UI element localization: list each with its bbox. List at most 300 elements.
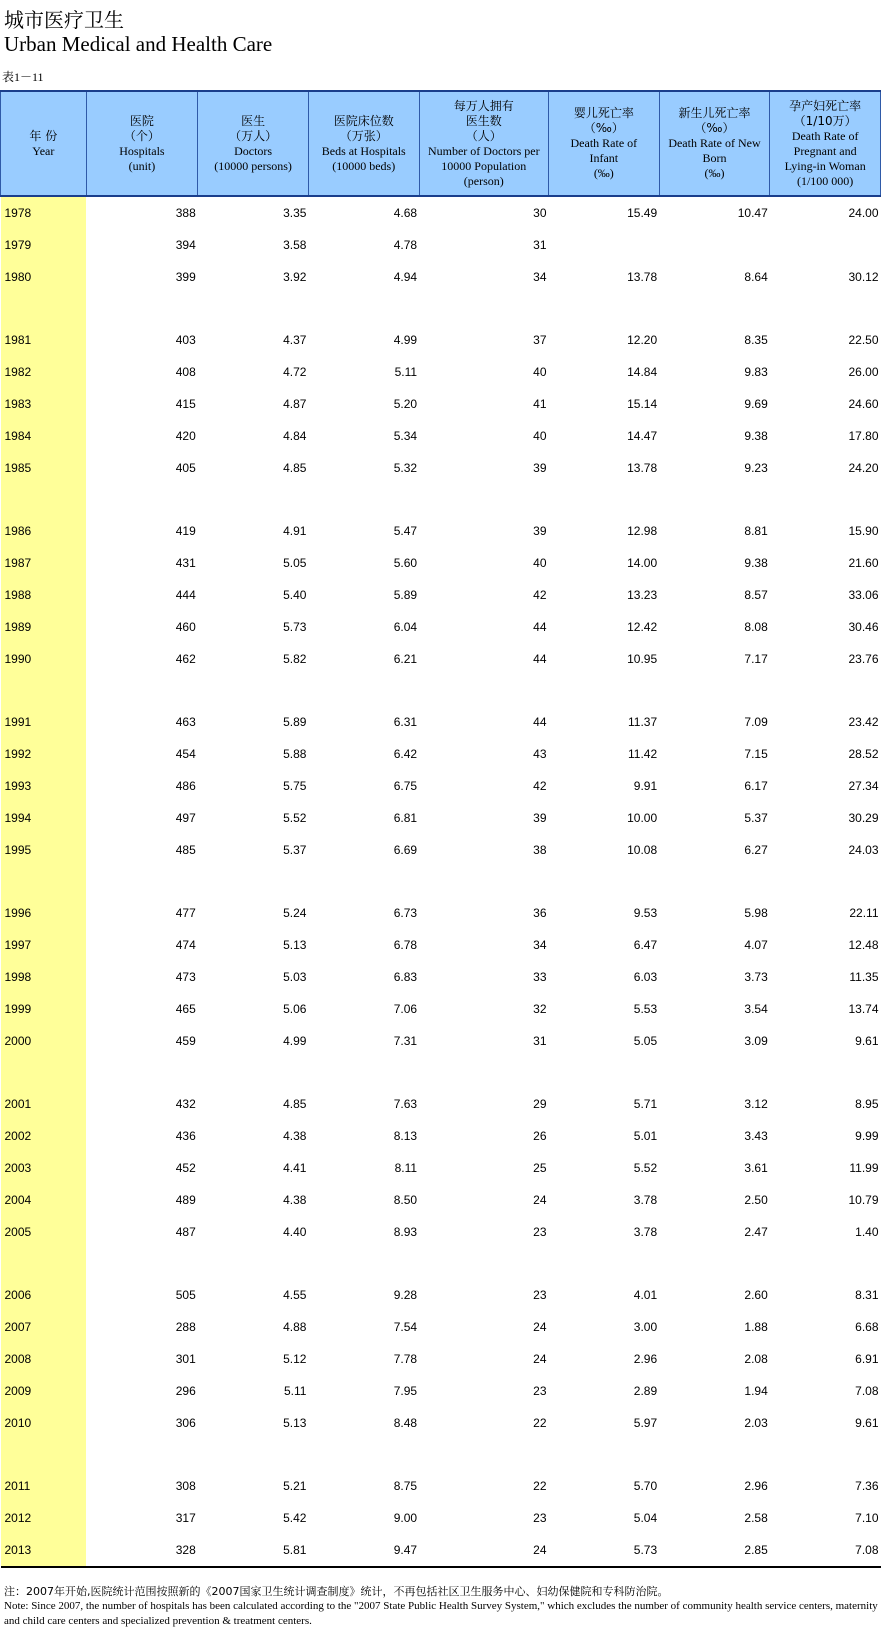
- table-row: [1, 802, 881, 834]
- value-cell-infant-death-rate: 12.20: [627, 333, 658, 347]
- header-en-text: Beds at Hospitals: [321, 143, 406, 158]
- spacer-row: [1, 484, 881, 515]
- value-cell-newborn-death-rate: 2.08: [744, 1352, 768, 1366]
- value-cell-doctors-per-10000: 25: [533, 1161, 547, 1175]
- spacer-cell: [419, 293, 548, 324]
- spacer-cell: [198, 484, 309, 515]
- value-cell-maternal-death-rate: 8.95: [855, 1097, 879, 1111]
- year-cell: 1999: [1, 993, 87, 1025]
- table-row: [1, 1534, 881, 1567]
- value-cell-doctors-per-10000: 29: [533, 1097, 547, 1111]
- value-cell-doctors: 3.35: [283, 206, 307, 220]
- value-cell-doctors-per-10000: 37: [533, 333, 547, 347]
- header-zh-text: 医院床位数: [333, 113, 394, 128]
- year-cell: 1978: [1, 196, 87, 229]
- value-cell-doctors-per-10000: 22: [533, 1479, 547, 1493]
- year-cell: 1987: [1, 547, 87, 579]
- year-cell: 2008: [1, 1343, 87, 1375]
- value-cell-newborn-death-rate: 2.03: [744, 1416, 768, 1430]
- table-row: [1, 388, 881, 420]
- value-cell-doctors: 5.88: [283, 747, 307, 761]
- value-cell-newborn-death-rate: 1.94: [744, 1384, 768, 1398]
- value-cell-doctors-per-10000: 42: [533, 588, 547, 602]
- value-cell-doctors-per-10000: 22: [533, 1416, 547, 1430]
- spacer-cell: [86, 293, 198, 324]
- value-cell-hospitals: 288: [175, 1320, 196, 1334]
- value-cell-hospitals: 460: [175, 620, 196, 634]
- value-cell-hospitals: 328: [86, 1534, 198, 1567]
- value-cell-beds: 6.21: [393, 652, 418, 666]
- value-cell-doctors-per-10000: 24: [419, 1534, 548, 1567]
- value-cell-maternal-death-rate: 21.60: [848, 556, 879, 570]
- table-row: [1, 834, 881, 866]
- value-cell-beds: 7.54: [393, 1320, 418, 1334]
- value-cell-beds: 8.75: [393, 1479, 418, 1493]
- value-cell-beds: 7.06: [393, 1002, 418, 1016]
- value-cell-hospitals: 477: [175, 906, 196, 920]
- value-cell-maternal-death-rate: 9.61: [855, 1034, 879, 1048]
- value-cell-newborn-death-rate: 2.96: [744, 1479, 768, 1493]
- spacer-cell: [86, 866, 198, 897]
- value-cell-newborn-death-rate: 8.57: [744, 588, 768, 602]
- value-cell-doctors-per-10000: 40: [533, 556, 547, 570]
- value-cell-hospitals: 486: [175, 779, 196, 793]
- value-cell-doctors: 5.05: [283, 556, 307, 570]
- value-cell-newborn-death-rate: 6.27: [744, 843, 768, 857]
- header-en-text: (unit): [128, 158, 156, 173]
- spacer-cell: [549, 866, 660, 897]
- year-cell: 1992: [1, 738, 87, 770]
- value-cell-doctors: 5.24: [283, 906, 307, 920]
- header-zh-text: （个）: [123, 128, 160, 143]
- table-row: [1, 611, 881, 643]
- table-row: [1, 324, 881, 356]
- value-cell-maternal-death-rate: 6.68: [855, 1320, 879, 1334]
- spacer-cell: [308, 1439, 419, 1470]
- header-hospitals: [86, 91, 198, 196]
- spacer-cell: [659, 293, 770, 324]
- value-cell-newborn-death-rate: 2.47: [744, 1225, 768, 1239]
- value-cell-newborn-death-rate: [659, 229, 770, 261]
- spacer-cell: [419, 484, 548, 515]
- year-cell: 1983: [1, 388, 87, 420]
- spacer-cell: [198, 1439, 309, 1470]
- value-cell-doctors: 4.41: [283, 1161, 307, 1175]
- value-cell-infant-death-rate: 5.01: [633, 1129, 658, 1143]
- value-cell-infant-death-rate: 14.00: [627, 556, 658, 570]
- spacer-cell: [1, 675, 87, 706]
- value-cell-maternal-death-rate: 30.12: [848, 270, 879, 284]
- spacer-cell: [86, 1057, 198, 1088]
- value-cell-hospitals: 452: [175, 1161, 196, 1175]
- value-cell-hospitals: 465: [175, 1002, 196, 1016]
- value-cell-maternal-death-rate: 23.76: [848, 652, 879, 666]
- value-cell-newborn-death-rate: 2.60: [744, 1288, 768, 1302]
- spacer-cell: [659, 1057, 770, 1088]
- value-cell-newborn-death-rate: 2.50: [744, 1193, 768, 1207]
- value-cell-maternal-death-rate: 11.35: [849, 970, 879, 984]
- table-row: [1, 420, 881, 452]
- value-cell-maternal-death-rate: 24.20: [848, 461, 879, 475]
- value-cell-beds: 5.89: [393, 588, 418, 602]
- value-cell-doctors-per-10000: 38: [533, 843, 547, 857]
- value-cell-beds: 5.20: [393, 397, 418, 411]
- value-cell-doctors-per-10000: 23: [533, 1384, 547, 1398]
- value-cell-hospitals: 485: [175, 843, 196, 857]
- value-cell-hospitals: 505: [175, 1288, 196, 1302]
- value-cell-beds: 8.48: [393, 1416, 418, 1430]
- value-cell-maternal-death-rate: 30.29: [848, 811, 879, 825]
- value-cell-doctors-per-10000: 36: [533, 906, 547, 920]
- footnote: [4, 1584, 879, 1629]
- value-cell-infant-death-rate: 5.52: [633, 1161, 658, 1175]
- value-cell-beds: 6.83: [393, 970, 418, 984]
- value-cell-beds: 5.11: [394, 365, 418, 379]
- value-cell-maternal-death-rate: 24.03: [848, 843, 879, 857]
- value-cell-doctors-per-10000: 30: [533, 206, 547, 220]
- value-cell-doctors-per-10000: 26: [533, 1129, 547, 1143]
- spacer-cell: [549, 1248, 660, 1279]
- year-cell: 1985: [1, 452, 87, 484]
- spacer-row: [1, 293, 881, 324]
- value-cell-hospitals: 399: [175, 270, 196, 284]
- value-cell-maternal-death-rate: 8.31: [855, 1288, 879, 1302]
- header-en-text: Born: [702, 151, 727, 165]
- value-cell-doctors: 4.91: [283, 524, 307, 538]
- value-cell-maternal-death-rate: 9.61: [855, 1416, 879, 1430]
- spacer-cell: [308, 1057, 419, 1088]
- value-cell-hospitals: 463: [175, 715, 196, 729]
- value-cell-infant-death-rate: 3.78: [633, 1225, 658, 1239]
- footnote-en: Note: Since 2007, the number of hospitals has been calculated according to the "2007 State Public Health Survey System," which excludes the number of community health service centers, maternity and child care centers and specialized prevention & treatment centers.: [4, 1600, 878, 1627]
- value-cell-newborn-death-rate: 9.23: [744, 461, 768, 475]
- value-cell-beds: 6.04: [393, 620, 418, 634]
- value-cell-hospitals: 394: [175, 238, 196, 252]
- value-cell-doctors: 4.40: [283, 1225, 307, 1239]
- value-cell-maternal-death-rate: 12.48: [848, 938, 879, 952]
- footnote-zh: 注：2007年开始,医院统计范围按照新的《2007国家卫生统计调查制度》统计，不再包括社区卫生服务中心、妇幼保健院和专科防治院。: [4, 1585, 669, 1598]
- value-cell-infant-death-rate: 5.05: [633, 1034, 658, 1048]
- value-cell-beds: 4.99: [393, 333, 418, 347]
- year-cell: 2000: [1, 1025, 87, 1057]
- value-cell-newborn-death-rate: 9.38: [744, 429, 768, 443]
- value-cell-doctors: 4.85: [283, 1097, 307, 1111]
- table-row: [1, 1343, 881, 1375]
- value-cell-maternal-death-rate: 7.08: [855, 1384, 879, 1398]
- value-cell-infant-death-rate: 5.73: [549, 1534, 660, 1567]
- spacer-cell: [770, 1439, 881, 1470]
- spacer-row: [1, 1248, 881, 1279]
- table-row: [1, 1311, 881, 1343]
- value-cell-doctors-per-10000: 39: [533, 524, 547, 538]
- value-cell-doctors: 4.72: [283, 365, 307, 379]
- value-cell-infant-death-rate: [549, 229, 660, 261]
- value-cell-maternal-death-rate: 7.36: [855, 1479, 879, 1493]
- value-cell-doctors: 4.38: [283, 1193, 307, 1207]
- year-cell: 1990: [1, 643, 87, 675]
- value-cell-hospitals: 419: [175, 524, 196, 538]
- table-row: [1, 547, 881, 579]
- value-cell-infant-death-rate: 2.96: [633, 1352, 658, 1366]
- value-cell-infant-death-rate: 11.37: [628, 715, 658, 729]
- value-cell-hospitals: 489: [175, 1193, 196, 1207]
- value-cell-infant-death-rate: 4.01: [633, 1288, 658, 1302]
- header-en-text: (10000 beds): [332, 158, 396, 173]
- year-cell: 1998: [1, 961, 87, 993]
- value-cell-doctors: 5.13: [283, 938, 307, 952]
- value-cell-infant-death-rate: 3.78: [633, 1193, 658, 1207]
- value-cell-beds: 4.78: [393, 238, 418, 252]
- table-row: [1, 1502, 881, 1534]
- year-cell: 2010: [1, 1407, 87, 1439]
- value-cell-doctors: 5.52: [283, 811, 307, 825]
- value-cell-beds: 8.50: [393, 1193, 418, 1207]
- header-zh-text: 医生数: [465, 113, 502, 128]
- value-cell-newborn-death-rate: 6.17: [744, 779, 768, 793]
- table-row: [1, 1279, 881, 1311]
- value-cell-doctors-per-10000: 39: [533, 461, 547, 475]
- value-cell-doctors-per-10000: 31: [533, 238, 547, 252]
- spacer-cell: [419, 1057, 548, 1088]
- header-zh-text: （‰）: [694, 121, 735, 135]
- spacer-cell: [1, 1439, 87, 1470]
- header-beds: [308, 91, 419, 196]
- value-cell-hospitals: 474: [175, 938, 196, 952]
- spacer-cell: [1, 866, 87, 897]
- header-zh-text: （人）: [465, 128, 502, 143]
- value-cell-maternal-death-rate: 15.90: [848, 524, 879, 538]
- value-cell-doctors: 5.75: [283, 779, 307, 793]
- spacer-cell: [419, 675, 548, 706]
- spacer-row: [1, 675, 881, 706]
- value-cell-hospitals: 415: [175, 397, 196, 411]
- header-en-text: Number of Doctors per: [427, 143, 540, 158]
- header-en-text: (person): [463, 173, 504, 188]
- value-cell-newborn-death-rate: 9.38: [744, 556, 768, 570]
- spacer-cell: [549, 484, 660, 515]
- spacer-cell: [86, 484, 198, 515]
- year-cell: 2006: [1, 1279, 87, 1311]
- value-cell-infant-death-rate: 10.95: [627, 652, 658, 666]
- header-en-text: Pregnant and: [793, 143, 857, 158]
- table-number: 表1－11: [2, 70, 44, 84]
- value-cell-maternal-death-rate: 23.42: [848, 715, 879, 729]
- value-cell-beds: 5.47: [393, 524, 418, 538]
- value-cell-beds: 9.00: [393, 1511, 418, 1525]
- value-cell-beds: 6.78: [393, 938, 418, 952]
- value-cell-hospitals: 462: [175, 652, 196, 666]
- spacer-cell: [770, 1057, 881, 1088]
- value-cell-doctors-per-10000: 40: [533, 365, 547, 379]
- table-row: [1, 1184, 881, 1216]
- value-cell-hospitals: 454: [175, 747, 196, 761]
- table-row: [1, 897, 881, 929]
- value-cell-maternal-death-rate: 22.50: [848, 333, 879, 347]
- value-cell-beds: 8.13: [393, 1129, 418, 1143]
- spacer-cell: [308, 1248, 419, 1279]
- header-zh-text: 医院: [129, 113, 154, 128]
- value-cell-doctors: 5.40: [283, 588, 307, 602]
- value-cell-newborn-death-rate: 8.35: [744, 333, 768, 347]
- spacer-cell: [549, 293, 660, 324]
- spacer-cell: [198, 675, 309, 706]
- value-cell-beds: 6.73: [393, 906, 418, 920]
- table-row: [1, 1407, 881, 1439]
- value-cell-hospitals: 420: [175, 429, 196, 443]
- spacer-cell: [308, 675, 419, 706]
- value-cell-hospitals: 473: [175, 970, 196, 984]
- value-cell-maternal-death-rate: 26.00: [848, 365, 879, 379]
- spacer-cell: [1, 484, 87, 515]
- header-en-text: (‰): [704, 166, 725, 180]
- spacer-cell: [198, 293, 309, 324]
- spacer-cell: [549, 675, 660, 706]
- header-doctors-per-10000: [419, 91, 548, 196]
- value-cell-infant-death-rate: 15.49: [627, 206, 658, 220]
- year-cell: 2013: [1, 1534, 87, 1567]
- table-row: [1, 993, 881, 1025]
- value-cell-doctors-per-10000: 34: [533, 270, 547, 284]
- value-cell-hospitals: 388: [175, 206, 196, 220]
- year-cell: 1982: [1, 356, 87, 388]
- value-cell-doctors: 5.06: [283, 1002, 307, 1016]
- value-cell-doctors: 5.11: [283, 1384, 307, 1398]
- spacer-cell: [659, 675, 770, 706]
- value-cell-doctors: 5.03: [283, 970, 307, 984]
- table-row: [1, 643, 881, 675]
- value-cell-beds: 7.63: [393, 1097, 418, 1111]
- value-cell-newborn-death-rate: 7.09: [744, 715, 768, 729]
- value-cell-newborn-death-rate: 1.88: [744, 1320, 768, 1334]
- header-zh-text: 新生儿死亡率: [678, 106, 751, 120]
- table-row: [1, 1152, 881, 1184]
- table-row: [1, 229, 881, 261]
- spacer-cell: [659, 866, 770, 897]
- value-cell-hospitals: 403: [175, 333, 196, 347]
- value-cell-hospitals: 487: [175, 1225, 196, 1239]
- value-cell-maternal-death-rate: 24.00: [848, 206, 879, 220]
- value-cell-doctors-per-10000: 42: [533, 779, 547, 793]
- header-en-text: Year: [32, 143, 55, 158]
- table-row: [1, 1470, 881, 1502]
- value-cell-maternal-death-rate: 33.06: [848, 588, 879, 602]
- header-maternal-death-rate: [770, 91, 881, 196]
- value-cell-newborn-death-rate: 10.47: [737, 206, 768, 220]
- value-cell-newborn-death-rate: 7.17: [744, 652, 768, 666]
- value-cell-maternal-death-rate: 7.08: [770, 1534, 881, 1567]
- value-cell-doctors-per-10000: 23: [533, 1225, 547, 1239]
- header-zh-text: 每万人拥有: [453, 98, 514, 113]
- value-cell-newborn-death-rate: 4.07: [744, 938, 768, 952]
- value-cell-doctors-per-10000: 44: [533, 652, 547, 666]
- year-cell: 1986: [1, 515, 87, 547]
- table-row: [1, 1025, 881, 1057]
- value-cell-doctors: 5.82: [283, 652, 307, 666]
- spacer-row: [1, 1439, 881, 1470]
- year-cell: 2004: [1, 1184, 87, 1216]
- value-cell-infant-death-rate: 9.91: [633, 779, 658, 793]
- value-cell-newborn-death-rate: 8.08: [744, 620, 768, 634]
- value-cell-infant-death-rate: 5.97: [633, 1416, 658, 1430]
- year-cell: 2003: [1, 1152, 87, 1184]
- table-row: [1, 196, 881, 229]
- value-cell-doctors: 4.85: [283, 461, 307, 475]
- value-cell-doctors-per-10000: 40: [533, 429, 547, 443]
- value-cell-doctors-per-10000: 34: [533, 938, 547, 952]
- table-row: [1, 515, 881, 547]
- header-zh-text: （万人）: [229, 128, 278, 143]
- value-cell-hospitals: 296: [175, 1384, 196, 1398]
- year-cell: 2012: [1, 1502, 87, 1534]
- value-cell-infant-death-rate: 2.89: [633, 1384, 658, 1398]
- value-cell-hospitals: 308: [175, 1479, 196, 1493]
- year-cell: 2007: [1, 1311, 87, 1343]
- spacer-cell: [198, 866, 309, 897]
- year-cell: 1997: [1, 929, 87, 961]
- year-cell: 1991: [1, 706, 87, 738]
- table-row: [1, 706, 881, 738]
- header-en-text: Death Rate of: [791, 128, 859, 143]
- header-en-text: Infant: [589, 151, 619, 165]
- value-cell-hospitals: 317: [175, 1511, 196, 1525]
- value-cell-infant-death-rate: 5.53: [633, 1002, 658, 1016]
- year-cell: 1979: [1, 229, 87, 261]
- value-cell-beds: 7.78: [393, 1352, 418, 1366]
- value-cell-doctors-per-10000: 31: [533, 1034, 547, 1048]
- value-cell-newborn-death-rate: 9.83: [744, 365, 768, 379]
- value-cell-infant-death-rate: 6.03: [633, 970, 658, 984]
- page-title-en: Urban Medical and Health Care: [4, 32, 273, 56]
- value-cell-doctors: 4.55: [283, 1288, 307, 1302]
- value-cell-newborn-death-rate: 3.73: [744, 970, 768, 984]
- year-cell: 2011: [1, 1470, 87, 1502]
- spacer-cell: [659, 1439, 770, 1470]
- value-cell-infant-death-rate: 13.23: [627, 588, 658, 602]
- spacer-cell: [770, 675, 881, 706]
- value-cell-doctors-per-10000: 39: [533, 811, 547, 825]
- value-cell-infant-death-rate: 10.08: [627, 843, 658, 857]
- spacer-cell: [1, 1057, 87, 1088]
- value-cell-maternal-death-rate: 13.74: [848, 1002, 879, 1016]
- value-cell-doctors-per-10000: 44: [533, 715, 547, 729]
- value-cell-doctors-per-10000: 32: [533, 1002, 547, 1016]
- value-cell-hospitals: 431: [175, 556, 196, 570]
- value-cell-maternal-death-rate: 1.40: [855, 1225, 879, 1239]
- year-cell: 1994: [1, 802, 87, 834]
- table-row: [1, 1120, 881, 1152]
- spacer-cell: [419, 866, 548, 897]
- value-cell-infant-death-rate: 5.04: [633, 1511, 658, 1525]
- header-infant-death-rate: [549, 91, 660, 196]
- value-cell-infant-death-rate: 15.14: [627, 397, 658, 411]
- table-body: [1, 196, 881, 1567]
- value-cell-infant-death-rate: 9.53: [633, 906, 658, 920]
- year-cell: 1988: [1, 579, 87, 611]
- spacer-row: [1, 866, 881, 897]
- value-cell-newborn-death-rate: 5.98: [744, 906, 768, 920]
- value-cell-newborn-death-rate: 3.43: [744, 1129, 768, 1143]
- year-cell: 1995: [1, 834, 87, 866]
- value-cell-doctors: 4.87: [283, 397, 307, 411]
- value-cell-maternal-death-rate: 22.11: [849, 906, 879, 920]
- spacer-cell: [1, 293, 87, 324]
- value-cell-maternal-death-rate: 9.99: [855, 1129, 879, 1143]
- spacer-cell: [1, 1248, 87, 1279]
- value-cell-hospitals: 301: [175, 1352, 196, 1366]
- header-en-text: 10000 Population: [441, 158, 527, 173]
- year-cell: 1980: [1, 261, 87, 293]
- value-cell-beds: 8.93: [393, 1225, 418, 1239]
